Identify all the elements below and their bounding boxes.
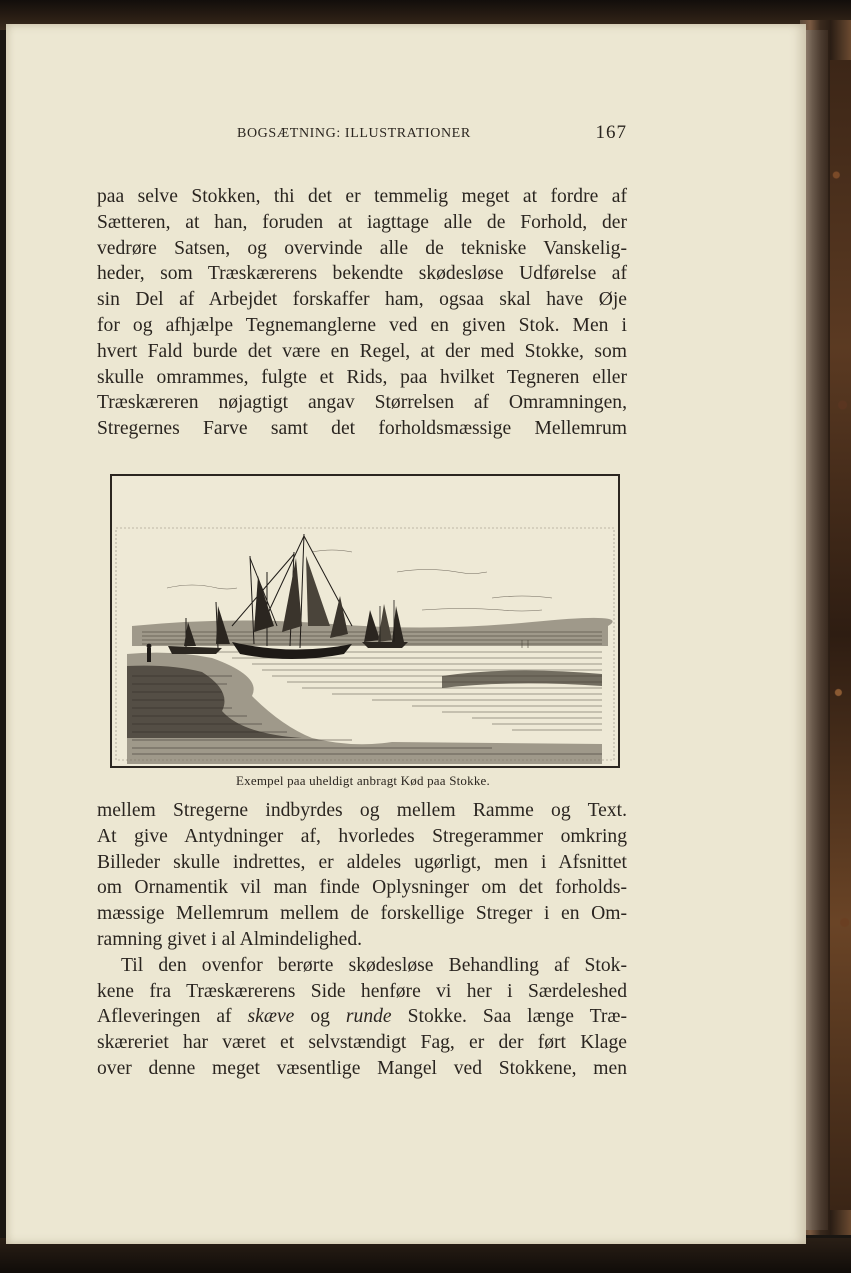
paragraph-top xyxy=(97,184,627,442)
text-line: kene fra Træskærerens Side henføre vi her i Særdeleshed xyxy=(97,980,627,1002)
harbor-ships-engraving xyxy=(112,476,618,766)
text-line-italic-mix xyxy=(97,1004,627,1030)
text-line: sin Del af Arbejdet forskaffer ham, ogsaa skal have Øje xyxy=(97,289,627,311)
paragraph-2 xyxy=(97,953,627,1082)
text-line: Sætteren, at han, foruden at iagttage alle de Forhold, der xyxy=(97,211,627,233)
text-segment: Stokke. Saa længe Træ- xyxy=(391,1006,628,1028)
text-line: ramning givet i al Almindelighed. xyxy=(97,928,363,950)
running-title: BOGSÆTNING: ILLUSTRATIONER xyxy=(237,126,471,141)
text-line: Billeder skulle indrettes, er aldeles ugørligt, men i Afsnittet xyxy=(97,851,627,873)
text-line: mellem Stregerne indbyrdes og mellem Ramme og Text. xyxy=(97,800,627,821)
running-head xyxy=(97,122,627,146)
text-line: for og afhjælpe Tegnemanglerne ved en given Stok. Men i xyxy=(97,314,627,336)
text-line: heder, som Træskærerens bekendte skødesløse Udførelse af xyxy=(97,263,627,285)
engraving-figure xyxy=(110,474,620,768)
text-line: vedrøre Satsen, og overvinde alle de tekniske Vanskelig- xyxy=(97,237,627,259)
text-line: hvert Fald burde det være en Regel, at der med Stokke, som xyxy=(97,340,627,362)
text-segment: Afleveringen af xyxy=(97,1006,248,1028)
text-line: At give Antydninger af, hvorledes Stregerammer omkring xyxy=(97,825,627,847)
page-stack-edge xyxy=(806,30,828,1230)
italic-word-skaeve: skæve xyxy=(247,1006,295,1028)
body-text-bottom xyxy=(97,798,627,1082)
body-text-top xyxy=(97,184,627,442)
text-line: skæreriet har været et selvstændigt Fag, er der ført Klage xyxy=(97,1032,627,1054)
text-line: Stregernes Farve samt det forholdsmæssige Mellemrum xyxy=(97,418,627,440)
italic-word-runde: runde xyxy=(345,1006,392,1028)
text-line: skulle omrammes, fulgte et Rids, paa hvilket Tegneren eller xyxy=(97,366,627,388)
text-line: over denne meget væsentlige Mangel ved Stokkene, men xyxy=(97,1057,627,1079)
text-line: om Ornamentik vil man finde Oplysninger om det forholds- xyxy=(97,877,627,899)
text-line: Træskæreren nøjagtigt angav Størrelsen af Omramningen, xyxy=(97,392,627,414)
marbled-cover-edge xyxy=(830,60,851,1210)
text-line: Til den ovenfor berørte skødesløse Behandling af Stok- xyxy=(121,954,627,976)
text-segment: og xyxy=(294,1006,346,1028)
page-number: 167 xyxy=(595,122,627,143)
figure-caption: Exempel paa uheldigt anbragt Kød paa Stokke. xyxy=(236,773,490,788)
text-line: mæssige Mellemrum mellem de forskellige Streger i en Om- xyxy=(97,903,627,925)
paragraph-1 xyxy=(97,798,627,953)
text-line: paa selve Stokken, thi det er temmelig meget at fordre af xyxy=(97,186,627,207)
